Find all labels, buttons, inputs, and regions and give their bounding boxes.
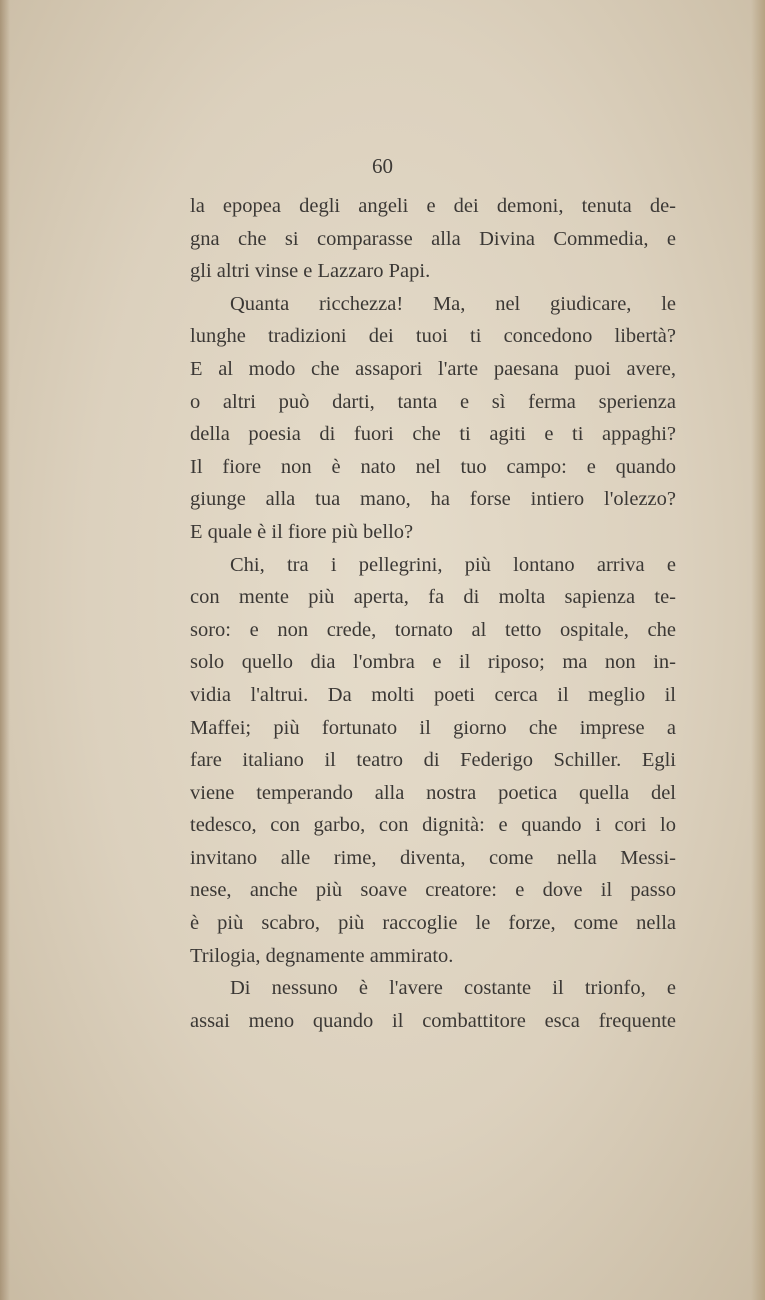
text-line: è più scabro, più raccoglie le forze, come nella	[190, 912, 676, 935]
text-line: lunghe tradizioni dei tuoi ti concedono libertà?	[190, 325, 676, 348]
text-line: solo quello dia l'ombra e il riposo; ma non in-	[190, 651, 676, 674]
text-line: Chi, tra i pellegrini, più lontano arriva e	[230, 553, 676, 576]
text-line: E quale è il fiore più bello?	[190, 520, 414, 543]
text-line: vidia l'altrui. Da molti poeti cerca il meglio il	[190, 683, 676, 706]
text-line: Quanta ricchezza! Ma, nel giudicare, le	[230, 292, 676, 315]
text-line: o altri può darti, tanta e sì ferma sperienza	[190, 390, 676, 413]
text-line: viene temperando alla nostra poetica quella del	[190, 781, 676, 804]
text-line: fare italiano il teatro di Federigo Schiller. Egli	[190, 749, 676, 772]
page-edge-right	[751, 0, 765, 1300]
body-text	[190, 190, 676, 1037]
text-line: la epopea degli angeli e dei demoni, tenuta de-	[190, 195, 676, 217]
text-line: invitano alle rime, diventa, come nella Messi-	[190, 846, 676, 869]
text-line: Maffei; più fortunato il giorno che imprese a	[190, 716, 676, 739]
text-line: Di nessuno è l'avere costante il trionfo, e	[230, 977, 676, 1000]
page-edge-left	[0, 0, 10, 1300]
text-line: assai meno quando il combattitore esca frequente	[190, 1009, 676, 1032]
text-line: nese, anche più soave creatore: e dove il passo	[190, 879, 676, 902]
text-line: gna che si comparasse alla Divina Commedia, e	[190, 227, 676, 250]
text-line: tedesco, con garbo, con dignità: e quando i cori lo	[190, 814, 676, 837]
text-line: Trilogia, degnamente ammirato.	[190, 944, 454, 967]
text-line: della poesia di fuori che ti agiti e ti appaghi?	[190, 423, 676, 446]
page-number: 60	[372, 154, 393, 178]
text-line: con mente più aperta, fa di molta sapienza te-	[190, 586, 676, 609]
text-line: gli altri vinse e Lazzaro Papi.	[190, 260, 431, 283]
text-line: E al modo che assapori l'arte paesana puoi avere,	[190, 357, 676, 380]
text-line: soro: e non crede, tornato al tetto ospitale, che	[190, 618, 676, 641]
text-line: giunge alla tua mano, ha forse intiero l'olezzo?	[190, 488, 676, 511]
text-line: Il fiore non è nato nel tuo campo: e quando	[190, 455, 676, 478]
